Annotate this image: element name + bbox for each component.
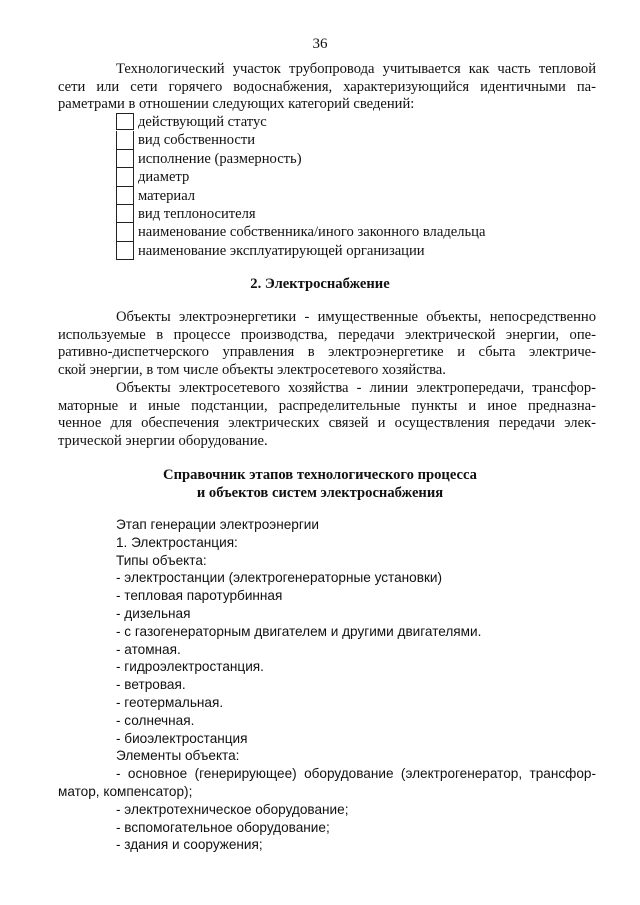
checklist-label: вид собственности [138, 132, 256, 149]
reference-heading [0, 466, 640, 502]
checkbox[interactable] [116, 113, 134, 130]
paragraph-line: ративно-диспетчерского управления в электроэнергетике и сбыта электриче- [58, 344, 596, 361]
checkbox[interactable] [116, 131, 134, 149]
list-item: - геотермальная. [116, 694, 224, 710]
checkbox[interactable] [116, 168, 134, 186]
list-item: Типы объекта: [116, 552, 207, 568]
intro-line: раметрами в отношении следующих категорий сведений: [58, 96, 415, 113]
checklist-label: наименование собственника/иного законного владельца [138, 224, 486, 241]
page-number: 36 [312, 36, 328, 52]
list-item: - ветровая. [116, 677, 186, 693]
generation-stage-list [58, 516, 596, 854]
section-heading-electricity: 2. Электроснабжение [250, 276, 390, 292]
list-item: Элементы объекта: [116, 748, 240, 764]
paragraph-line: Объекты электроэнергетики - имущественные объекты, непосредственно [116, 309, 596, 325]
paragraph-line: маторные и иные подстанции, распределительные пункты и иное предназна- [58, 397, 596, 414]
checklist-item[interactable] [116, 242, 485, 260]
paragraph-line: трической энергии оборудование. [58, 433, 268, 450]
intro-line: сети или сети горячего водоснабжения, характеризующийся идентичными па- [58, 78, 596, 95]
checkbox[interactable] [116, 187, 134, 205]
paragraph-line: ченное для обеспечения электрических связей и осуществления передачи элек- [58, 415, 596, 432]
list-item: - здания и сооружения; [116, 837, 263, 853]
list-item: 1. Электростанция: [116, 534, 238, 550]
list-item: - основное (генерирующее) оборудование (электрогенератор, трансфор- [116, 766, 596, 782]
checklist-label: диаметр [138, 169, 190, 186]
list-item: Этап генерации электроэнергии [116, 517, 319, 532]
checklist-item[interactable] [116, 150, 485, 168]
checklist-item[interactable] [116, 205, 485, 223]
checkbox[interactable] [116, 223, 134, 241]
reference-heading-line: Справочник этапов технологического процесса [163, 467, 477, 483]
list-item: - гидроэлектростанция. [116, 659, 264, 675]
paragraph-line: ской энергии, в том числе объекты электросетевого хозяйства. [58, 362, 446, 379]
reference-heading-line: и объектов систем электроснабжения [196, 485, 444, 501]
list-item: - дизельная [116, 605, 191, 621]
checkbox[interactable] [116, 242, 134, 260]
list-item: - солнечная. [116, 712, 195, 728]
list-item: - электростанции (электрогенераторные установки) [116, 570, 443, 586]
checklist-item[interactable] [116, 168, 485, 186]
intro-paragraph [58, 61, 596, 114]
grid-facilities-paragraph [58, 380, 596, 451]
checklist-item[interactable] [116, 113, 485, 131]
list-item: - биоэлектростанция [116, 730, 248, 746]
checklist-label: материал [138, 187, 196, 204]
checklist-item[interactable] [116, 223, 485, 241]
list-item: - с газогенераторным двигателем и другими двигателями. [116, 623, 482, 639]
checkbox[interactable] [116, 150, 134, 168]
paragraph-line: используемые в процессе производства, передачи электрической энергии, опе- [58, 326, 596, 343]
checklist-label: вид теплоносителя [138, 205, 256, 222]
list-item: - атомная. [116, 641, 181, 657]
list-item: - электротехническое оборудование; [116, 801, 349, 817]
category-checklist [116, 113, 485, 260]
checklist-label: наименование эксплуатирующей организации [138, 242, 425, 259]
list-item: матор, компенсатор); [58, 783, 193, 799]
list-item: - вспомогательное оборудование; [116, 819, 330, 835]
paragraph-line: Объекты электросетевого хозяйства - линии электропередачи, трансфор- [116, 380, 596, 396]
checklist-item[interactable] [116, 187, 485, 205]
checklist-label: исполнение (размерность) [138, 150, 302, 167]
list-item: - тепловая паротурбинная [116, 588, 283, 604]
electricity-definition-paragraph [58, 309, 596, 380]
intro-line: Технологический участок трубопровода учитывается как часть тепловой [116, 61, 596, 77]
checklist-item[interactable] [116, 131, 485, 149]
checkbox[interactable] [116, 205, 134, 223]
checklist-label: действующий статус [138, 114, 267, 130]
